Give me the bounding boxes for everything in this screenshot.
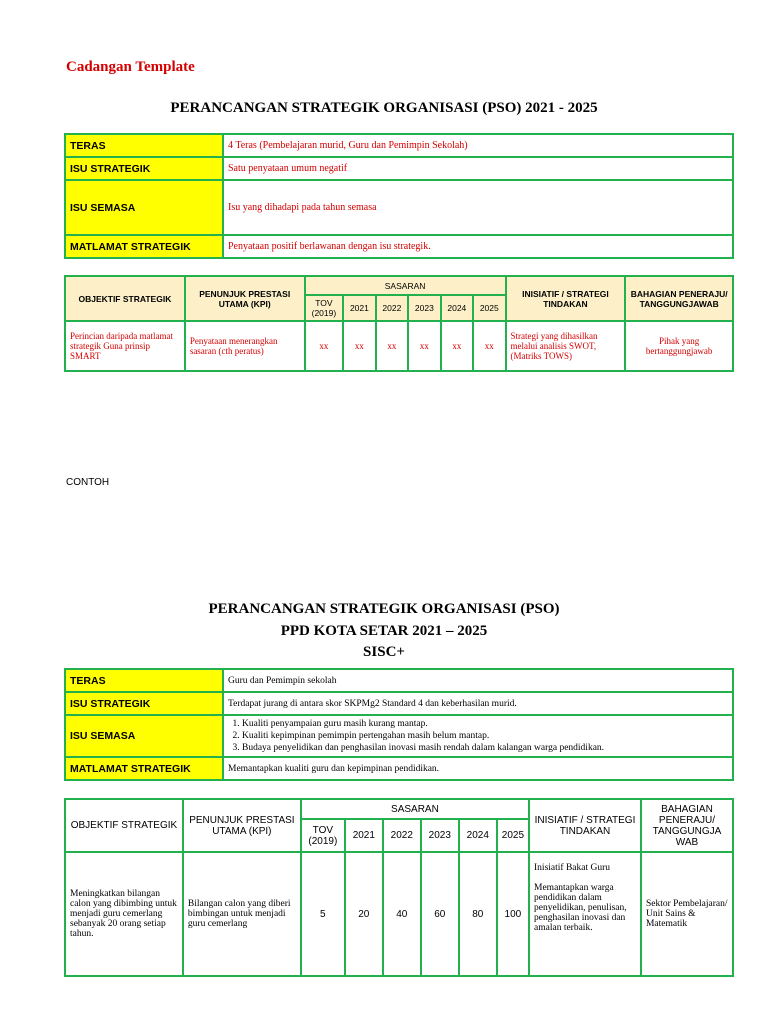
isu-semasa-value: Isu yang dihadapi pada tahun semasa xyxy=(224,181,732,234)
list-item: 2. Kualiti kepimpinan pemimpin pertengahan masih belum mantap. xyxy=(242,730,728,742)
cadangan-heading: Cadangan Template xyxy=(66,59,195,75)
year-header: 2022 xyxy=(384,820,420,851)
year-header: 2023 xyxy=(422,820,458,851)
target-value: 60 xyxy=(422,853,458,975)
list-item: 3. Budaya penyelidikan dan penghasilan inovasi masih rendah dalam kalangan warga pendidikan. xyxy=(242,742,728,754)
table-row xyxy=(66,758,732,779)
year-header: 2024 xyxy=(460,820,496,851)
sasaran-header: SASARAN xyxy=(306,277,505,294)
target-value: xx xyxy=(474,322,504,370)
template-target-table xyxy=(64,275,734,372)
inisiatif-cell xyxy=(530,853,640,975)
teras-value: 4 Teras (Pembelajaran murid, Guru dan Pemimpin Sekolah) xyxy=(224,135,732,156)
matlamat-label: MATLAMAT STRATEGIK xyxy=(66,758,222,779)
year-header: 2024 xyxy=(442,296,472,320)
matlamat-value: Memantapkan kualiti guru dan kepimpinan pendidikan. xyxy=(224,758,732,779)
list-item: 1. Kualiti penyampaian guru masih kurang mantap. xyxy=(242,718,728,730)
contoh-label: CONTOH xyxy=(66,477,110,488)
template-summary-table xyxy=(64,133,734,259)
objektif-cell: Meningkatkan bilangan calon yang dibimbing untuk menjadi guru cemerlang sebanyak 20 orang setiap tahun. xyxy=(66,853,182,975)
isu-strategik-label: ISU STRATEGIK xyxy=(66,693,222,714)
bahagian-cell: Pihak yang bertanggungjawab xyxy=(626,322,732,370)
table-row xyxy=(66,135,732,156)
table-row xyxy=(66,158,732,179)
isu-strategik-label: ISU STRATEGIK xyxy=(66,158,222,179)
example-title: PERANCANGAN STRATEGIK ORGANISASI (PSO) xyxy=(208,601,560,617)
table-row xyxy=(66,322,732,370)
matlamat-label: MATLAMAT STRATEGIK xyxy=(66,236,222,257)
target-value: xx xyxy=(377,322,407,370)
example-target-table xyxy=(64,798,734,977)
table-row xyxy=(66,236,732,257)
kpi-cell: Penyataan menerangkan sasaran (cth peratus) xyxy=(186,322,304,370)
kpi-cell: Bilangan calon yang diberi bimbingan untuk menjadi guru cemerlang xyxy=(184,853,300,975)
table-row xyxy=(66,853,732,975)
teras-label: TERAS xyxy=(66,670,222,691)
sasaran-header: SASARAN xyxy=(302,800,528,818)
target-value: xx xyxy=(344,322,374,370)
example-unit: SISC+ xyxy=(363,644,405,660)
year-header: 2022 xyxy=(377,296,407,320)
year-header: TOV (2019) xyxy=(302,820,344,851)
isu-semasa-label: ISU SEMASA xyxy=(66,181,222,234)
isu-strategik-value: Terdapat jurang di antara skor SKPMg2 Standard 4 dan keberhasilan murid. xyxy=(224,693,732,714)
target-value: xx xyxy=(442,322,472,370)
bahagian-header: BAHAGIAN PENERAJU/ TANGGUNGJAWAB xyxy=(626,277,732,320)
kpi-header: PENUNJUK PRESTASI UTAMA (KPI) xyxy=(184,800,300,851)
table-row xyxy=(66,800,732,818)
target-value: 40 xyxy=(384,853,420,975)
year-header: 2021 xyxy=(346,820,382,851)
isu-strategik-value: Satu penyataan umum negatif xyxy=(224,158,732,179)
table-row xyxy=(66,181,732,234)
kpi-header: PENUNJUK PRESTASI UTAMA (KPI) xyxy=(186,277,304,320)
target-value: 5 xyxy=(302,853,344,975)
year-header: 2023 xyxy=(409,296,439,320)
table-row xyxy=(66,693,732,714)
objektif-cell: Perincian daripada matlamat strategik Guna prinsip SMART xyxy=(66,322,184,370)
year-header: 2021 xyxy=(344,296,374,320)
table-row xyxy=(66,670,732,691)
matlamat-value: Penyataan positif berlawanan dengan isu strategik. xyxy=(224,236,732,257)
bahagian-cell: Sektor Pembelajaran/ Unit Sains & Matematik xyxy=(642,853,732,975)
target-value: xx xyxy=(409,322,439,370)
bahagian-header: BAHAGIAN PENERAJU/ TANGGUNGJA WAB xyxy=(642,800,732,851)
example-summary-table xyxy=(64,668,734,781)
inisiatif-header: INISIATIF / STRATEGI TINDAKAN xyxy=(530,800,640,851)
target-value: 100 xyxy=(498,853,528,975)
example-subtitle: PPD KOTA SETAR 2021 – 2025 xyxy=(280,623,488,639)
inisiatif-header: INISIATIF / STRATEGI TINDAKAN xyxy=(507,277,625,320)
page-title: PERANCANGAN STRATEGIK ORGANISASI (PSO) 2021 - 2025 xyxy=(170,100,598,116)
target-value: 80 xyxy=(460,853,496,975)
inisiatif-title: Inisiatif Bakat Guru xyxy=(534,863,610,873)
objektif-header: OBJEKTIF STRATEGIK xyxy=(66,277,184,320)
year-header: TOV (2019) xyxy=(306,296,343,320)
table-row xyxy=(66,277,732,294)
target-value: xx xyxy=(306,322,343,370)
teras-value: Guru dan Pemimpin sekolah xyxy=(224,670,732,691)
year-header: 2025 xyxy=(498,820,528,851)
target-value: 20 xyxy=(346,853,382,975)
objektif-header: OBJEKTIF STRATEGIK xyxy=(66,800,182,851)
table-row xyxy=(66,716,732,756)
inisiatif-body: Memantapkan warga pendidikan dalam penyelidikan, penulisan, penghasilan inovasi dan amalan terbaik. xyxy=(534,883,627,933)
teras-label: TERAS xyxy=(66,135,222,156)
year-header: 2025 xyxy=(474,296,504,320)
inisiatif-cell: Strategi yang dihasilkan melalui analisis SWOT, (Matriks TOWS) xyxy=(507,322,625,370)
isu-semasa-value xyxy=(224,716,732,756)
isu-semasa-label: ISU SEMASA xyxy=(66,716,222,756)
